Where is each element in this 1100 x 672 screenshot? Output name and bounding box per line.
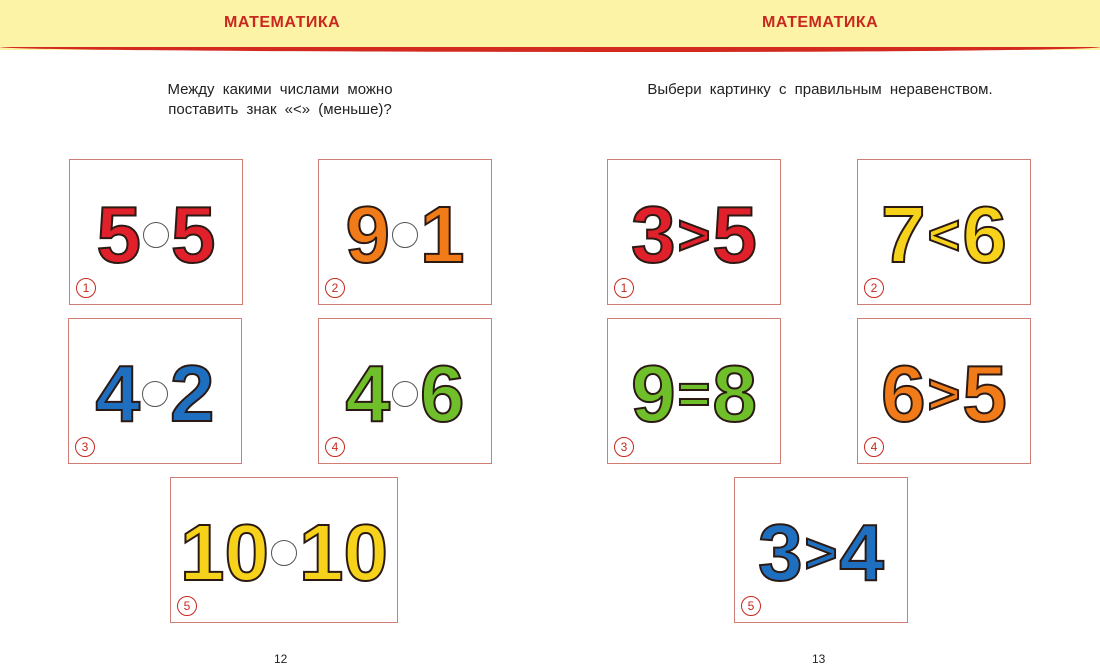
right-number: 1 <box>420 190 465 279</box>
right-card-1[interactable] <box>607 159 781 305</box>
right-question: Выбери картинку с правильным неравенством. <box>647 81 993 98</box>
comparison-sign: < <box>927 203 961 266</box>
blank-circle[interactable] <box>392 222 418 248</box>
left-card-2[interactable] <box>318 159 492 305</box>
expression <box>735 508 907 598</box>
expression <box>858 349 1030 439</box>
right-page-number: 13 <box>812 652 826 666</box>
expression <box>69 349 241 439</box>
card-number-badge: 2 <box>325 278 345 298</box>
left-number: 3 <box>758 508 803 597</box>
right-number: 2 <box>170 349 215 438</box>
left-header-title: МАТЕМАТИКА <box>224 14 341 31</box>
left-question-line2: поставить знак «<» (меньше)? <box>168 101 392 118</box>
left-page-number: 12 <box>274 652 288 666</box>
left-number: 4 <box>345 349 390 438</box>
right-card-5[interactable] <box>734 477 908 623</box>
card-number-badge: 1 <box>76 278 96 298</box>
expression <box>319 190 491 280</box>
card-number-badge: 3 <box>614 437 634 457</box>
expression <box>608 349 780 439</box>
left-question <box>130 80 430 120</box>
blank-circle[interactable] <box>142 381 168 407</box>
left-card-3[interactable] <box>68 318 242 464</box>
expression <box>608 190 780 280</box>
blank-circle[interactable] <box>143 222 169 248</box>
header-divider <box>0 47 1100 52</box>
right-number: 4 <box>839 508 884 597</box>
card-number-badge: 5 <box>741 596 761 616</box>
right-card-4[interactable] <box>857 318 1031 464</box>
left-number: 9 <box>345 190 390 279</box>
card-number-badge: 4 <box>325 437 345 457</box>
right-card-3[interactable] <box>607 318 781 464</box>
left-card-5[interactable] <box>170 477 398 623</box>
left-card-4[interactable] <box>318 318 492 464</box>
comparison-sign: > <box>927 362 961 425</box>
card-number-badge: 5 <box>177 596 197 616</box>
left-number: 5 <box>96 190 141 279</box>
left-question-line1: Между какими числами можно <box>167 81 393 98</box>
expression <box>70 190 242 280</box>
card-number-badge: 1 <box>614 278 634 298</box>
left-number: 7 <box>881 190 926 279</box>
expression <box>319 349 491 439</box>
blank-circle[interactable] <box>392 381 418 407</box>
right-card-2[interactable] <box>857 159 1031 305</box>
right-number: 6 <box>962 190 1007 279</box>
right-header-title: МАТЕМАТИКА <box>762 14 879 31</box>
left-card-1[interactable] <box>69 159 243 305</box>
card-number-badge: 3 <box>75 437 95 457</box>
comparison-sign: > <box>677 203 711 266</box>
right-number: 5 <box>171 190 216 279</box>
left-number: 6 <box>881 349 926 438</box>
page-header <box>0 0 1100 50</box>
left-number: 10 <box>180 508 269 597</box>
right-number: 8 <box>712 349 757 438</box>
right-number: 5 <box>962 349 1007 438</box>
expression <box>858 190 1030 280</box>
card-number-badge: 4 <box>864 437 884 457</box>
comparison-sign: > <box>804 521 838 584</box>
left-number: 9 <box>631 349 676 438</box>
left-number: 3 <box>631 190 676 279</box>
card-number-badge: 2 <box>864 278 884 298</box>
right-number: 10 <box>299 508 388 597</box>
blank-circle[interactable] <box>271 540 297 566</box>
comparison-sign: = <box>677 362 711 425</box>
expression <box>171 508 397 598</box>
right-number: 6 <box>420 349 465 438</box>
left-number: 4 <box>95 349 140 438</box>
right-number: 5 <box>712 190 757 279</box>
